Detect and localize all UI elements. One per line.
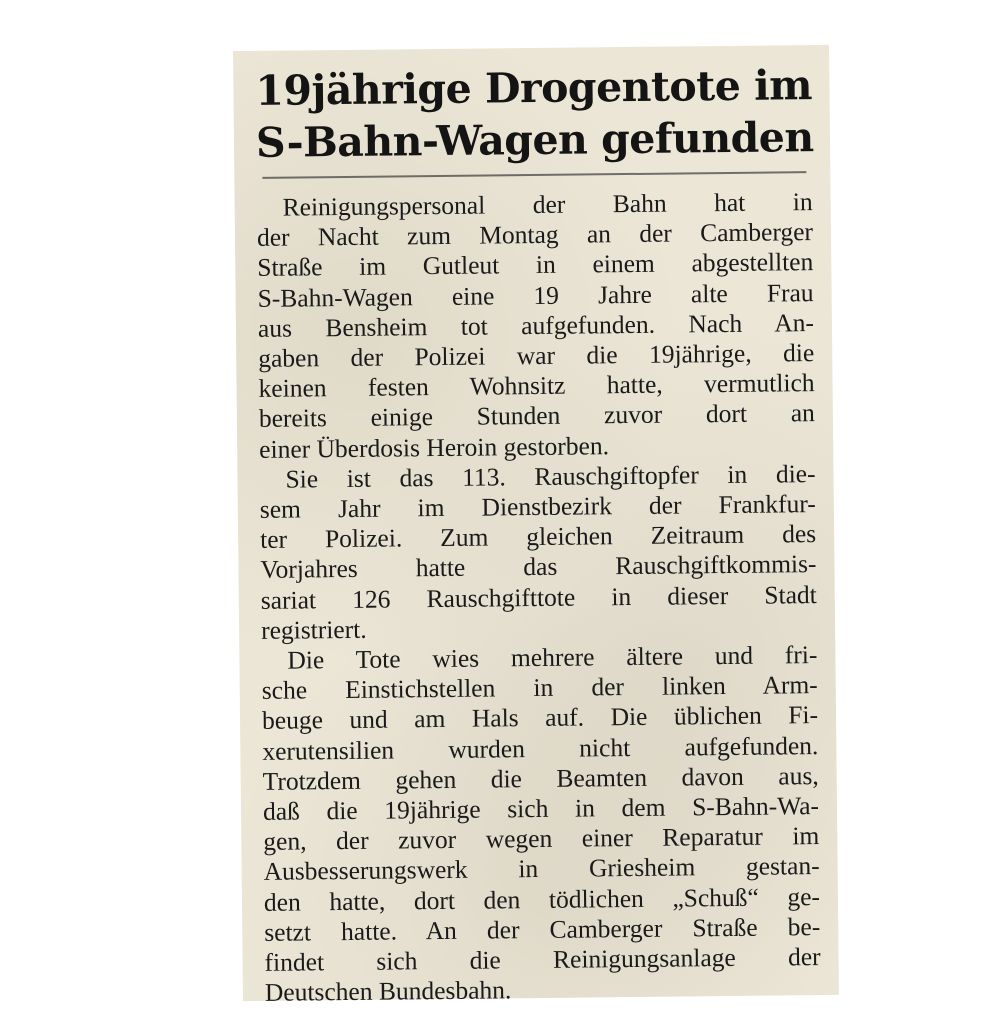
headline bbox=[255, 59, 812, 169]
paragraph-2 bbox=[259, 459, 817, 646]
text-line: Deutschen Bundesbahn. bbox=[264, 975, 512, 1008]
text-line: Sie ist das 113. Rauschgiftopfer in die- bbox=[285, 458, 816, 494]
text-line: Ausbesserungswerk in Griesheim gestan- bbox=[263, 851, 820, 887]
text-line: ter Polizei. Zum gleichen Zeitraum des bbox=[260, 519, 817, 555]
text-line: Vorjahres hatte das Rauschgiftkommis- bbox=[260, 549, 817, 585]
text-line: Straße im Gutleut in einem abgestellten bbox=[257, 247, 814, 283]
text-line: einer Überdosis Heroin gestorben. bbox=[259, 430, 610, 464]
text-line: bereits einige Stunden zuvor dort an bbox=[258, 398, 816, 434]
text-line: findet sich die Reinigungsanlage der bbox=[264, 942, 821, 977]
text-line: setzt hatte. An der Camberger Straße be- bbox=[264, 911, 821, 947]
text-line: sche Einstichstellen in der linken Arm- bbox=[261, 670, 818, 706]
paragraph-3 bbox=[261, 640, 821, 1008]
headline-line: 19jährige Drogentote im bbox=[255, 61, 813, 115]
headline-rule bbox=[262, 171, 806, 179]
headline-line: S-Bahn-Wagen gefunden bbox=[255, 113, 814, 167]
text-line: Reinigungspersonal der Bahn hat in bbox=[282, 187, 813, 222]
text-line: daß die 19jährige sich in dem S-Bahn-Wa- bbox=[262, 791, 820, 826]
text-line: den hatte, dort den tödlichen „Schuß“ ge- bbox=[263, 881, 821, 917]
text-line: registriert. bbox=[260, 614, 367, 645]
text-line: sem Jahr im Dienstbezirk der Frankfur- bbox=[259, 489, 816, 524]
text-line: keinen festen Wohnsitz hatte, vermutlich bbox=[258, 368, 815, 404]
text-line: S-Bahn-Wagen eine 19 Jahre alte Frau bbox=[257, 277, 814, 313]
text-line: sariat 126 Rauschgifttote in dieser Stadt bbox=[260, 579, 817, 615]
text-line: Die Tote wies mehrere ältere und fri- bbox=[287, 640, 818, 675]
text-line: xerutensilien wurden nicht aufgefunden. bbox=[262, 730, 819, 766]
newspaper-clipping bbox=[233, 45, 839, 1008]
text-line: der Nacht zum Montag an der Camberger bbox=[256, 217, 814, 253]
article-body bbox=[257, 187, 822, 1008]
text-line: beuge und am Hals auf. Die üblichen Fi- bbox=[261, 700, 819, 736]
text-line: gen, der zuvor wegen einer Reparatur im bbox=[263, 821, 820, 857]
text-line: aus Bensheim tot aufgefunden. Nach An- bbox=[257, 307, 815, 343]
paragraph-1 bbox=[257, 187, 816, 465]
text-line: Trotzdem gehen die Beamten davon aus, bbox=[262, 760, 819, 796]
text-line: gaben der Polizei war die 19jährige, die bbox=[258, 338, 815, 373]
